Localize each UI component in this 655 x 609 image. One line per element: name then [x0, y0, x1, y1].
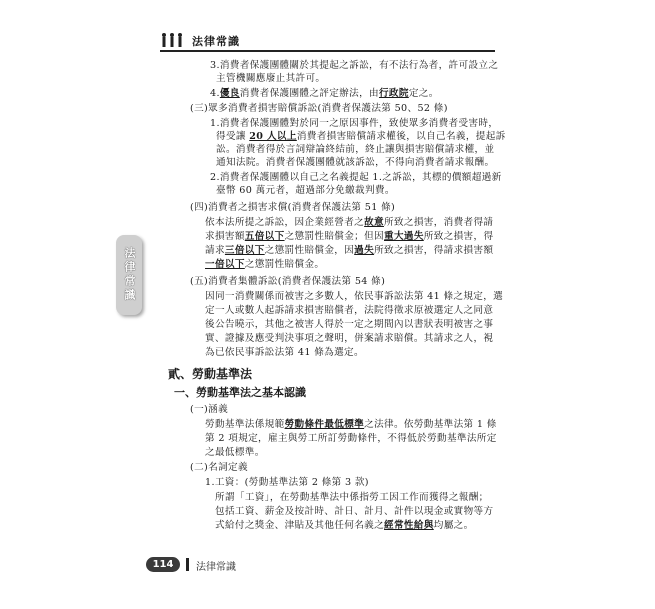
text-line [216, 185, 395, 197]
text-span: 4. [210, 88, 220, 99]
emphasis-text: 20 人以上 [249, 131, 297, 142]
emphasis-text: 優良 [219, 88, 240, 99]
text-line [216, 144, 494, 156]
text-line [210, 88, 439, 100]
text-span: 所致之損害，得 [423, 231, 494, 242]
text-line [190, 404, 228, 416]
text-span: 之懲罰性賠償金，因 [264, 245, 355, 256]
emphasis-text: 經常性給與 [384, 520, 434, 531]
emphasis-text: 勞動條件最低標準 [284, 419, 365, 430]
text-line [205, 291, 503, 303]
text-span: 均屬之。 [433, 520, 474, 531]
text-span: 消費者損害賠償請求權後，以自己名義，提起訴 [296, 131, 506, 142]
footer-title: 法律常識 [196, 562, 236, 573]
text-span: 為已依民事訴訟法第 41 條為選定。 [205, 347, 364, 358]
text-line [210, 172, 502, 184]
text-span: 3.消費者保護團體關於其提起之訴訟，有不法行為者，許可設立之 [210, 60, 499, 71]
text-span: 所致之損害，消費者得請 [384, 217, 494, 228]
text-span: 2.消費者保護團體以自己之名義提起 1.之訴訟，其標的價額超過新 [210, 172, 502, 183]
text-line [205, 433, 497, 445]
text-span: 所致之損害，得請求損害額 [374, 245, 494, 256]
text-span: 之法律。依勞動基準法第 1 條 [364, 419, 497, 430]
text-span: 依本法所提之訴訟，因企業經營者之 [205, 217, 365, 228]
text-span: 定一人或數人起訴請求損害賠償者，法院得徵求原被選定人之同意 [205, 305, 494, 316]
text-span: 臺幣 60 萬元者，超過部分免繳裁判費。 [216, 185, 395, 196]
text-span: (三)眾多消費者損害賠償訴訟(消費者保護法第 50、52 條) [190, 103, 448, 114]
text-line [205, 447, 265, 459]
text-span: 所謂「工資」，在勞動基準法中係指勞工因工作而獲得之報酬； [215, 492, 489, 503]
emphasis-text: 五倍以下 [244, 231, 285, 242]
text-span: 後公告曉示，其他之被害人得於一定之期間內以書狀表明被害之事 [205, 319, 494, 330]
emphasis-text: 過失 [354, 245, 375, 256]
text-line [205, 231, 493, 243]
text-span: 式給付之獎金、津貼及其他任何名義之 [215, 520, 385, 531]
emphasis-text: 行政院 [378, 88, 409, 99]
subsection-heading: 一、勞動基準法之基本認識 [174, 386, 306, 399]
emphasis-text: 故意 [364, 217, 384, 228]
emphasis-text: 一倍以下 [205, 259, 245, 270]
text-line [205, 333, 493, 345]
text-span: 主管機關應廢止其許可。 [216, 73, 326, 84]
page-number: 114 [146, 557, 180, 572]
side-tab-label: 法律常識 [123, 247, 136, 303]
text-span: 求損害額 [205, 231, 245, 242]
emphasis-text: 三倍以下 [224, 245, 265, 256]
text-span: (二)名詞定義 [190, 462, 248, 473]
text-span: 包括工資、薪金及按計時、計日、計月、計件以現金或實物等方 [215, 506, 494, 517]
text-span: 請求 [205, 245, 225, 256]
text-span: 之懲罰性賠償金。 [244, 259, 325, 270]
text-span: 得受讓 [216, 131, 250, 142]
text-line [205, 347, 364, 359]
text-line [205, 259, 324, 271]
text-span: 定之。 [408, 88, 439, 99]
header-title: 法律常識 [192, 35, 240, 48]
text-span: 1.消費者保護團體對於同一之原因事件，致使眾多消費者受害時， [210, 118, 499, 129]
text-line [190, 103, 448, 115]
text-line [216, 73, 325, 85]
text-span: 通知法院。消費者保護團體就該訴訟，不得向消費者請求報酬。 [216, 157, 495, 168]
text-line [215, 520, 474, 532]
text-span: 1.工資：(勞動基準法第 2 條第 3 款) [205, 477, 369, 488]
text-line [205, 305, 493, 317]
text-span: 因同一消費關係而被害之多數人，依民事訴訟法第 41 條之規定，選 [205, 291, 504, 302]
text-line [190, 202, 395, 214]
text-span: 消費者保護團體之評定辦法，由 [239, 88, 379, 99]
text-span: 之懲罰性賠償金；但因 [284, 231, 384, 242]
text-line [205, 245, 493, 257]
text-line [190, 276, 385, 288]
text-span: 勞動基準法係規範 [205, 419, 285, 430]
section-heading: 貳、勞動基準法 [168, 367, 253, 381]
text-line [215, 506, 493, 518]
text-line [210, 60, 498, 72]
text-span: (五)消費者集體訴訟(消費者保護法第 54 條) [190, 276, 386, 287]
text-line [210, 118, 498, 130]
footer-divider [186, 558, 189, 571]
text-line [190, 462, 248, 474]
text-line [215, 492, 489, 504]
text-span: 之最低標準。 [205, 447, 265, 458]
text-span: (一)涵義 [190, 404, 229, 415]
emphasis-text: 重大過失 [384, 231, 424, 242]
text-line [205, 419, 497, 431]
page-footer [146, 557, 346, 573]
text-line [205, 319, 493, 331]
text-line [205, 477, 369, 489]
text-span: 第 2 項規定，雇主與勞工所訂勞動條件，不得低於勞動基準法所定 [205, 433, 497, 444]
text-span: 訟。消費者得於言詞辯論終結前，終止讓與損害賠償請求權，並 [216, 144, 495, 155]
text-line [216, 157, 494, 169]
text-span: (四)消費者之損害求償(消費者保護法第 51 條) [190, 202, 396, 213]
text-line [205, 217, 493, 229]
text-line [216, 131, 506, 143]
text-span: 實、證據及應受判決事項之聲明，併案請求賠償。其請求之人，視 [205, 333, 494, 344]
